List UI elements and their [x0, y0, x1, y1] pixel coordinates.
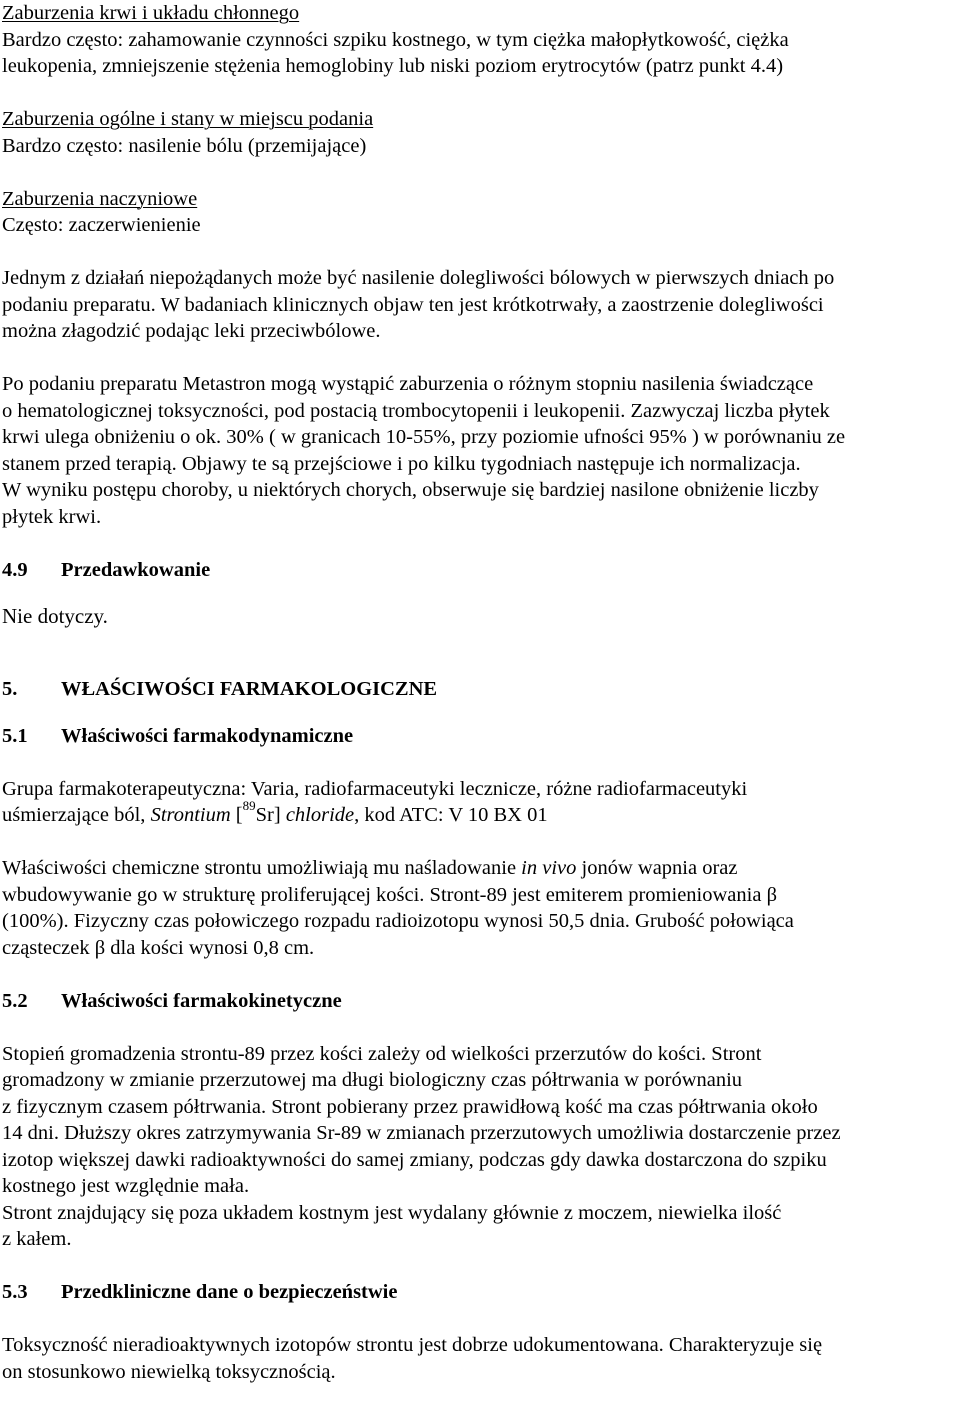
paragraph-line: Grupa farmakoterapeutyczna: Varia, radiofarmaceutyki lecznicze, różne radiofarmaceutyki — [2, 777, 748, 800]
section-heading-5-2 — [2, 988, 958, 1015]
paragraph-line: izotop większej dawki radioaktywności do samej zmiany, podczas gdy dawka dostarczona do szpiku — [2, 1148, 827, 1171]
paragraph-line: Nie dotyczy. — [2, 604, 108, 628]
paragraph-line: on stosunkowo niewielką toksycznością. — [2, 1360, 336, 1383]
paragraph-line: podaniu preparatu. W badaniach klinicznych objaw ten jest krótkotrwały, a zaostrzenie dolegliwości — [2, 293, 824, 316]
section-heading-5-3 — [2, 1279, 958, 1306]
paragraph-line: Stopień gromadzenia strontu-89 przez kości zależy od wielkości przerzutów do kości. Stront — [2, 1042, 762, 1065]
paragraph-line: Bardzo często: zahamowanie czynności szpiku kostnego, w tym ciężka małopłytkowość, ciężka — [2, 28, 789, 51]
section-title: WŁAŚCIWOŚCI FARMAKOLOGICZNE — [61, 678, 438, 700]
section-heading-blood: Zaburzenia krwi i układu chłonnego — [2, 2, 300, 24]
paragraph-line: o hematologicznej toksyczności, pod postacią trombocytopenii i leukopenii. Zazwyczaj liczba płytek — [2, 399, 830, 422]
paragraph-line: z fizycznym czasem półtrwania. Stront pobierany przez prawidłową kość ma czas półtrwania około — [2, 1095, 818, 1118]
paragraph-line: (100%). Fizyczny czas połowiczego rozpadu radioizotopu wynosi 50,5 dnia. Grubość połowiąca — [2, 910, 794, 932]
section-heading-vascular: Zaburzenia naczyniowe — [2, 187, 198, 210]
section-heading-5-1 — [2, 723, 958, 750]
text-span: [ — [230, 804, 243, 826]
text-span: Sr] — [255, 804, 286, 826]
paragraph-line: płytek krwi. — [2, 505, 102, 528]
paragraph-line — [2, 855, 958, 882]
paragraph-line: Jednym z działań niepożądanych może być nasilenie dolegliwości bólowych w pierwszych dniach po — [2, 267, 835, 289]
atc-line — [2, 798, 958, 829]
section-heading-4-9 — [2, 557, 958, 584]
paragraph-line: stanem przed terapią. Objawy te są przejściowe i po kilku tygodniach następuje ich normalizacja. — [2, 452, 801, 475]
section-title: Przedkliniczne dane o bezpieczeństwie — [61, 1281, 398, 1303]
text-span: , kod ATC: V 10 BX 01 — [354, 804, 548, 826]
paragraph-line: wbudowywanie go w strukturę proliferującej kości. Stront-89 jest emiterem promieniowania β — [2, 883, 777, 906]
text-span: jonów wapnia oraz — [576, 857, 738, 879]
section-title: Właściwości farmakokinetyczne — [61, 989, 342, 1012]
paragraph-line: Stront znajdujący się poza układem kostnym jest wydalany głównie z moczem, niewielka ilość — [2, 1201, 782, 1224]
section-heading-general: Zaburzenia ogólne i stany w miejscu podania — [2, 108, 374, 130]
paragraph-line: W wyniku postępu choroby, u niektórych chorych, obserwuje się bardziej nasilone obniżenie liczby — [2, 479, 819, 501]
section-number: 4.9 — [2, 558, 28, 581]
italic-span: in vivo — [521, 857, 577, 879]
text-span: uśmierzające ból, — [2, 804, 151, 826]
section-title: Właściwości farmakodynamiczne — [61, 724, 354, 747]
section-title: Przedawkowanie — [61, 558, 211, 581]
paragraph-line: kostnego jest względnie mała. — [2, 1175, 250, 1197]
section-number: 5.2 — [2, 989, 28, 1012]
paragraph-line: Toksyczność nieradioaktywnych izotopów strontu jest dobrze udokumentowana. Charakteryzuje się — [2, 1334, 823, 1356]
superscript: 89 — [242, 798, 256, 814]
section-number: 5. — [2, 678, 18, 700]
paragraph-line: leukopenia, zmniejszenie stężenia hemoglobiny lub niski poziom erytrocytów (patrz punkt 4.4) — [2, 55, 784, 77]
paragraph-line: cząsteczek β dla kości wynosi 0,8 cm. — [2, 936, 315, 959]
paragraph-line: z kałem. — [2, 1228, 72, 1250]
section-number: 5.1 — [2, 724, 28, 747]
paragraph-line: gromadzony w zmianie przerzutowej ma długi biologiczny czas półtrwania w porównaniu — [2, 1069, 743, 1091]
paragraph-line: Po podaniu preparatu Metastron mogą wystąpić zaburzenia o różnym stopniu nasilenia świadczące — [2, 373, 814, 395]
section-heading-5 — [2, 676, 958, 703]
paragraph-line: 14 dni. Dłuższy okres zatrzymywania Sr-89 w zmianach przerzutowych umożliwia dostarczenie przez — [2, 1122, 841, 1144]
paragraph-line: Bardzo często: nasilenie bólu (przemijające) — [2, 134, 367, 157]
paragraph-line: krwi ulega obniżeniu o ok. 30% ( w granicach 10-55%, przy poziomie ufności 95% ) w porównaniu ze — [2, 426, 846, 448]
paragraph-line: można złagodzić podając leki przeciwbólowe. — [2, 320, 381, 342]
italic-span: Strontium — [150, 804, 231, 826]
paragraph-line: Często: zaczerwienienie — [2, 214, 201, 236]
section-number: 5.3 — [2, 1281, 28, 1303]
text-span: Właściwości chemiczne strontu umożliwiają mu naśladowanie — [2, 857, 522, 879]
italic-span: chloride — [285, 804, 355, 826]
